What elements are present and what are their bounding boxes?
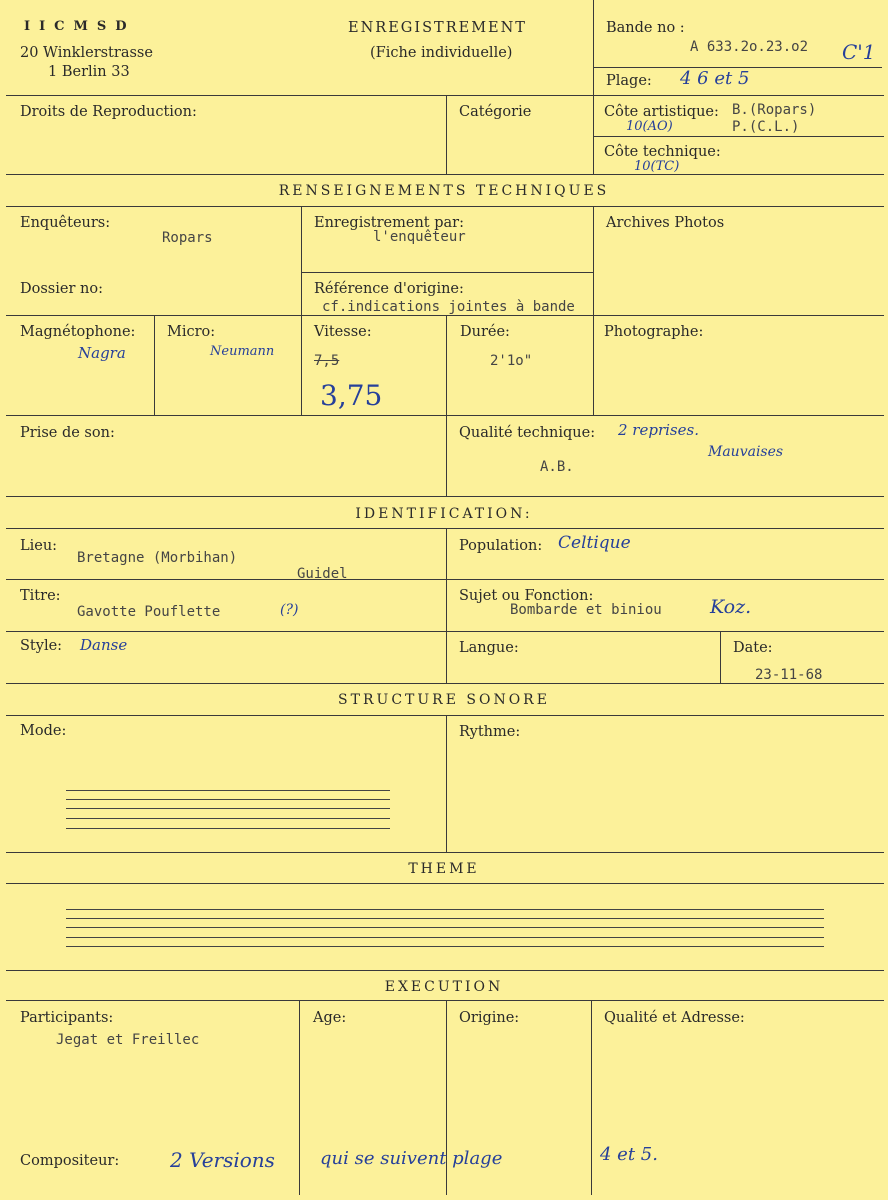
section-title-theme: THEME [408,861,480,877]
rule [446,715,447,852]
rule [720,631,721,683]
date-label: Date: [733,640,773,656]
form-subtitle: (Fiche individuelle) [370,45,513,61]
cote-artistique-handwritten: 10(AO) [626,119,673,134]
lieu-label: Lieu: [20,538,58,554]
mode-staff-line [66,828,390,829]
plage-handwritten: 4 6 et 5 [680,68,750,89]
section-title-technique: RENSEIGNEMENTS TECHNIQUES [278,183,610,199]
section-title-structure: STRUCTURE SONORE [338,692,550,708]
lieu-value: Bretagne (Morbihan) [77,550,238,566]
qualite-adresse-label: Qualité et Adresse: [604,1010,745,1026]
qualite-value: A.B. [540,459,574,475]
theme-staff-line [66,937,824,938]
cote-artistique-value-2: P.(C.L.) [732,119,800,135]
population-label: Population: [459,538,543,554]
rule [446,95,447,174]
style-handwritten: Danse [80,636,128,654]
mode-staff-line [66,818,390,819]
sujet-value: Bombarde et biniou [510,602,662,618]
participants-value: Jegat et Freillec [56,1032,200,1048]
qualite-technique-label: Qualité technique: [459,425,596,441]
vitesse-handwritten: 3,75 [320,379,383,412]
enregistrement-par-value: l'enquêteur [373,229,466,245]
rule [6,631,884,632]
enregistrement-par-label: Enregistrement par: [314,215,464,231]
rule [593,206,594,416]
plage-label: Plage: [606,73,652,89]
langue-label: Langue: [459,640,519,656]
age-label: Age: [313,1010,347,1026]
rule [6,174,884,175]
rule [299,1000,300,1195]
rule [6,715,884,716]
enqueteurs-label: Enquêteurs: [20,215,111,231]
rule [154,315,155,415]
mode-staff-line [66,799,390,800]
rule [6,683,884,684]
rule [6,206,884,207]
reference-value: cf.indications jointes à bande [322,299,575,315]
rule [6,883,884,884]
micro-handwritten: Neumann [210,344,275,359]
rule [6,852,884,853]
rule [6,1000,884,1001]
rule [6,970,884,971]
org-logo: IICMSD [24,19,136,34]
mode-label: Mode: [20,723,67,739]
duree-label: Durée: [460,324,510,340]
droits-label: Droits de Reproduction: [20,104,197,120]
cote-artistique-label: Côte artistique: [604,104,719,120]
enqueteurs-value: Ropars [162,230,213,246]
bande-value: A 633.2o.23.o2 [690,39,809,55]
rule [593,0,594,174]
section-title-execution: EXECUTION [384,979,504,995]
compositeur-handwritten-1: 2 Versions [170,1148,275,1172]
sujet-label: Sujet ou Fonction: [459,588,594,604]
micro-label: Micro: [167,324,216,340]
style-label: Style: [20,638,63,654]
theme-staff-line [66,909,824,910]
archives-photos-label: Archives Photos [606,215,725,231]
rule [301,272,593,273]
rythme-label: Rythme: [459,724,521,740]
origine-label: Origine: [459,1010,520,1026]
theme-staff-line [66,927,824,928]
cote-technique-label: Côte technique: [604,144,721,160]
qualite-handwritten-1: 2 reprises. [618,421,699,439]
magnetophone-handwritten: Nagra [78,344,126,362]
magnetophone-label: Magnétophone: [20,324,136,340]
rule [6,415,884,416]
duree-value: 2'1o" [490,353,533,369]
participants-label: Participants: [20,1010,114,1026]
rule [6,496,884,497]
form-title: ENREGISTREMENT [348,20,527,36]
bande-handwritten: C'1 [842,40,876,64]
rule [446,528,447,683]
population-handwritten: Celtique [558,533,631,553]
cote-artistique-value-1: B.(Ropars) [732,102,817,118]
rule [591,1000,592,1195]
compositeur-label: Compositeur: [20,1153,120,1169]
reference-label: Référence d'origine: [314,281,464,297]
titre-handwritten: (?) [280,602,299,618]
address-line-2: 1 Berlin 33 [48,64,130,80]
date-value: 23-11-68 [755,667,823,683]
rule [446,315,447,496]
titre-label: Titre: [20,588,61,604]
bande-label: Bande no : [606,20,685,36]
mode-staff-line [66,790,390,791]
vitesse-struck: 7,5 [314,353,340,369]
address-line-1: 20 Winklerstrasse [20,45,153,61]
sujet-handwritten: Koz. [710,596,752,618]
compositeur-handwritten-3: 4 et 5. [600,1144,658,1165]
photographe-label: Photographe: [604,324,704,340]
section-title-identification: IDENTIFICATION: [355,506,533,522]
rule [6,579,884,580]
rule [6,95,884,96]
mode-staff-line [66,808,390,809]
dossier-label: Dossier no: [20,281,103,297]
lieu-value-2: Guidel [297,566,348,582]
prise-de-son-label: Prise de son: [20,425,115,441]
titre-value: Gavotte Pouflette [77,604,221,620]
rule [6,528,884,529]
cote-technique-handwritten: 10(TC) [634,159,680,174]
rule [6,315,884,316]
qualite-handwritten-2: Mauvaises [708,444,784,460]
rule [593,136,884,137]
compositeur-handwritten-2: qui se suivent plage [320,1148,503,1169]
theme-staff-line [66,918,824,919]
theme-staff-line [66,946,824,947]
vitesse-label: Vitesse: [314,324,372,340]
categorie-label: Catégorie [459,104,532,120]
rule [301,206,302,416]
